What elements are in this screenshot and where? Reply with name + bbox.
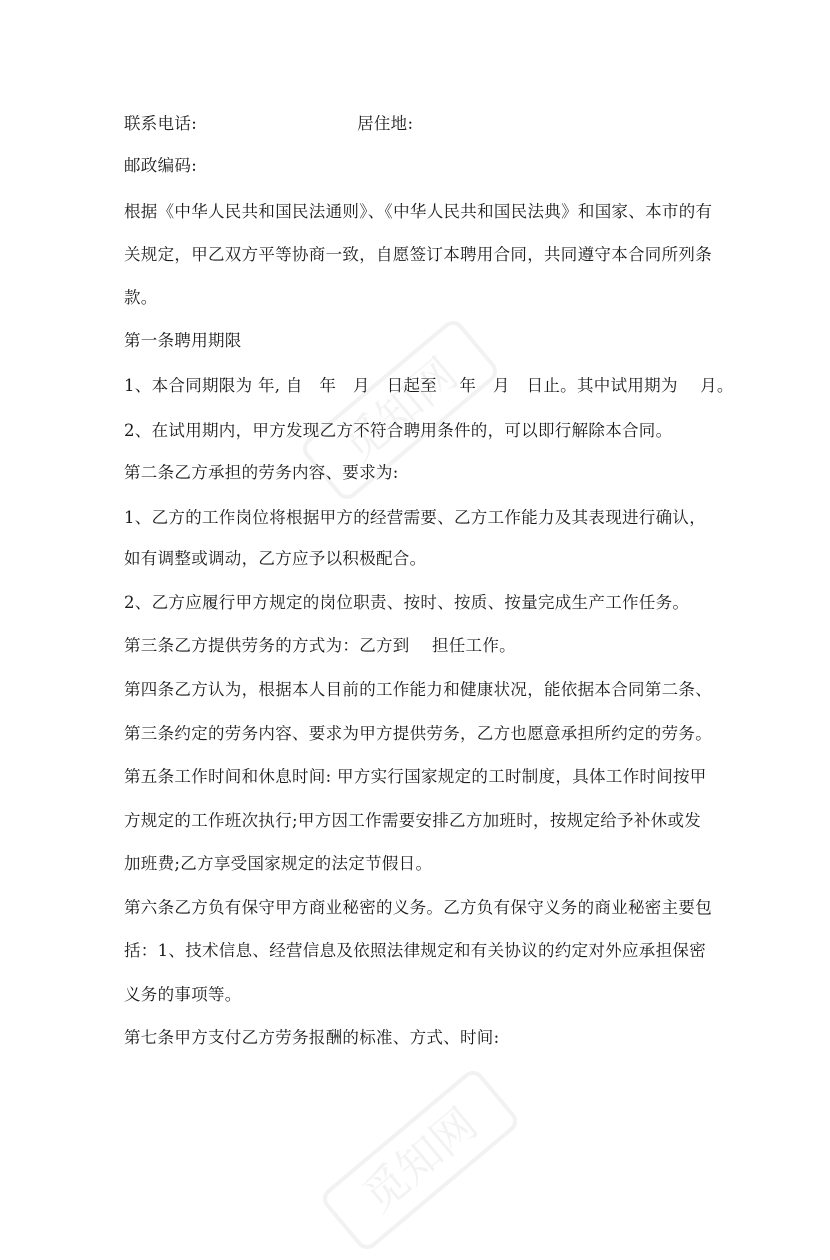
preamble-line-2: 关规定，甲乙双方平等协商一致，自愿签订本聘用合同，共同遵守本合同所列条 xyxy=(124,245,712,264)
residence-label: 居住地: xyxy=(357,114,414,133)
article-7-heading: 第七条甲方支付乙方劳务报酬的标准、方式、时间: xyxy=(124,1028,500,1047)
watermark-top-text: 觅知网 xyxy=(333,348,468,473)
article-5-line-1: 第五条工作时间和休息时间: 甲方实行国家规定的工时制度，具体工作时间按甲 xyxy=(124,767,707,786)
article-1-heading: 第一条聘用期限 xyxy=(124,331,242,350)
watermark-top xyxy=(270,280,530,540)
watermark-bottom xyxy=(290,1060,550,1260)
article-3: 第三条乙方提供劳务的方式为：乙方到 担任工作。 xyxy=(124,636,516,655)
article-5-line-2: 方规定的工作班次执行;甲方因工作需要安排乙方加班时，按规定给予补休或发 xyxy=(124,811,702,830)
article-2-heading: 第二条乙方承担的劳务内容、要求为: xyxy=(124,463,399,482)
article-6-line-1: 第六条乙方负有保守甲方商业秘密的义务。乙方负有保守义务的商业秘密主要包 xyxy=(124,898,712,917)
article-2-clause-1-line-2: 如有调整或调动，乙方应予以积极配合。 xyxy=(124,549,427,568)
article-6-line-2: 括：1、技术信息、经营信息及依照法律规定和有关协议的约定对外应承担保密 xyxy=(124,941,706,960)
article-1-clause-1: 1、本合同期限为 年, 自 年 月 日起至 年 月 日止。其中试用期为 月。 xyxy=(124,376,734,395)
article-5-line-3: 加班费;乙方享受国家规定的法定节假日。 xyxy=(124,854,433,873)
phone-label: 联系电话: xyxy=(124,114,198,133)
contact-row xyxy=(124,114,413,134)
article-4-line-2: 第三条约定的劳务内容、要求为甲方提供劳务，乙方也愿意承担所约定的劳务。 xyxy=(124,724,712,743)
article-1-clause-2: 2、在试用期内，甲方发现乙方不符合聘用条件的，可以即行解除本合同。 xyxy=(124,421,673,440)
article-6-line-3: 义务的事项等。 xyxy=(124,985,242,1004)
preamble-line-3: 款。 xyxy=(124,288,158,307)
article-2-clause-2: 2、乙方应履行甲方规定的岗位职责、按时、按质、按量完成生产工作任务。 xyxy=(124,593,690,612)
article-2-clause-1-line-1: 1、乙方的工作岗位将根据甲方的经营需要、乙方工作能力及其表现进行确认， xyxy=(124,508,706,527)
postal-code-label: 邮政编码: xyxy=(124,156,198,175)
watermark-bottom-text: 觅知网 xyxy=(353,1098,488,1223)
article-4-line-1: 第四条乙方认为，根据本人目前的工作能力和健康状况，能依据本合同第二条、 xyxy=(124,680,712,699)
preamble-line-1: 根据《中华人民共和国民法通则》、《中华人民共和国民法典》和国家、本市的有 xyxy=(124,202,713,221)
